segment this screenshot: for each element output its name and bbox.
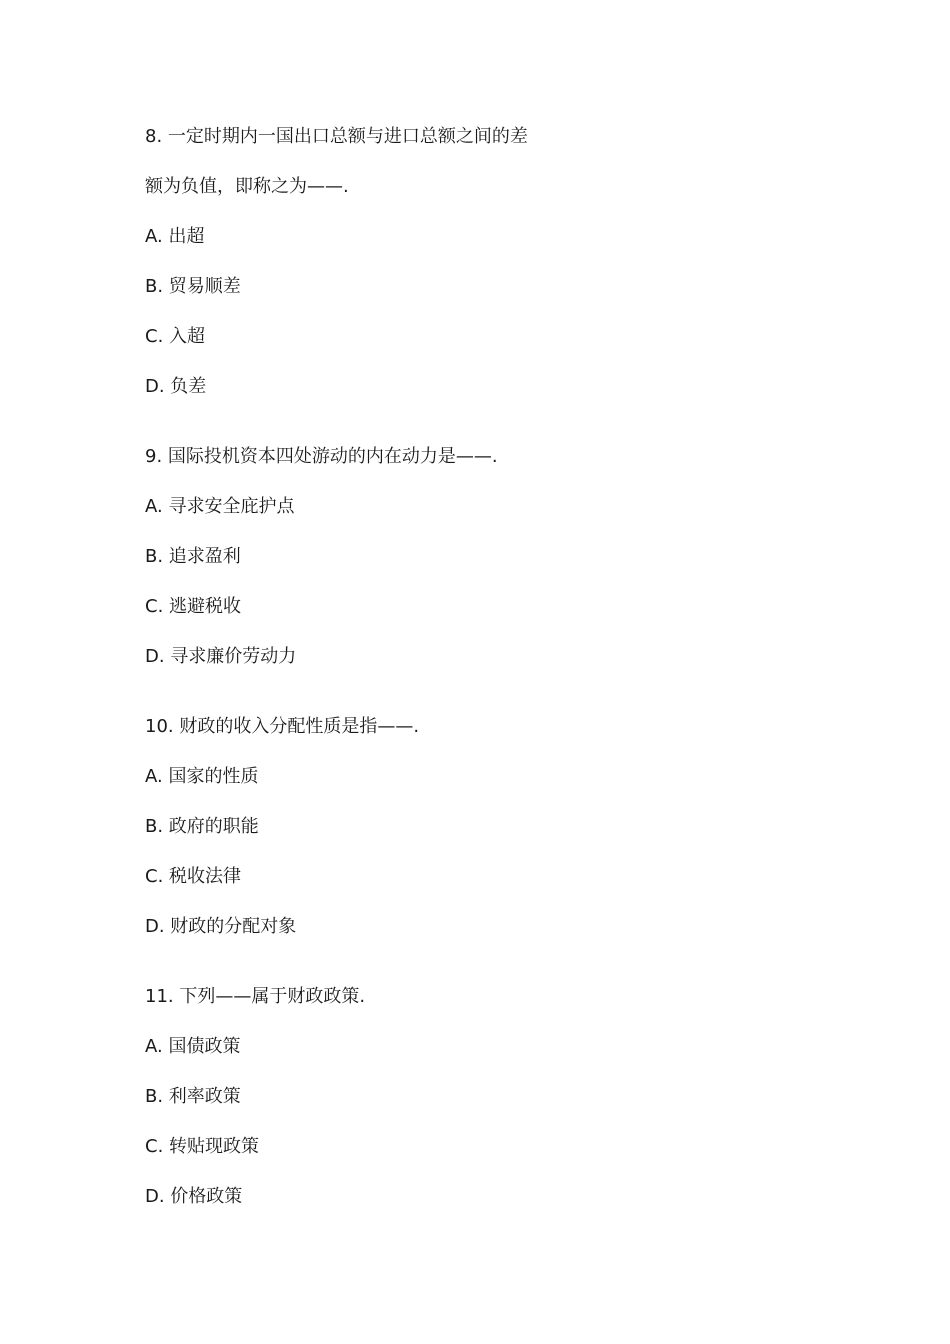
question-gap — [145, 412, 825, 432]
question-stem: 10. 财政的收入分配性质是指——. — [145, 716, 420, 737]
question-8 — [145, 112, 825, 412]
question-stem: 11. 下列——属于财政政策. — [145, 986, 366, 1007]
option-b: B. 利率政策 — [145, 1086, 241, 1107]
option-a: A. 国债政策 — [145, 1036, 241, 1057]
option-d: D. 财政的分配对象 — [145, 916, 297, 937]
option-d: D. 负差 — [145, 376, 207, 397]
option-d: D. 价格政策 — [145, 1186, 243, 1207]
option-b: B. 追求盈利 — [145, 546, 241, 567]
question-list — [145, 112, 825, 1222]
question-stem-continued: 额为负值，即称之为——. — [145, 176, 349, 197]
option-a: A. 出超 — [145, 226, 205, 247]
question-stem: 8. 一定时期内一国出口总额与进口总额之间的差 — [145, 126, 528, 147]
question-stem: 9. 国际投机资本四处游动的内在动力是——. — [145, 446, 498, 467]
option-c: C. 逃避税收 — [145, 596, 242, 617]
question-gap — [145, 682, 825, 702]
option-a: A. 寻求安全庇护点 — [145, 496, 295, 517]
question-gap — [145, 952, 825, 972]
question-9 — [145, 432, 825, 682]
question-10 — [145, 702, 825, 952]
option-b: B. 政府的职能 — [145, 816, 259, 837]
option-c: C. 税收法律 — [145, 866, 242, 887]
option-c: C. 入超 — [145, 326, 206, 347]
option-c: C. 转贴现政策 — [145, 1136, 260, 1157]
option-a: A. 国家的性质 — [145, 766, 259, 787]
option-d: D. 寻求廉价劳动力 — [145, 646, 297, 667]
option-b: B. 贸易顺差 — [145, 276, 241, 297]
question-11 — [145, 972, 825, 1222]
